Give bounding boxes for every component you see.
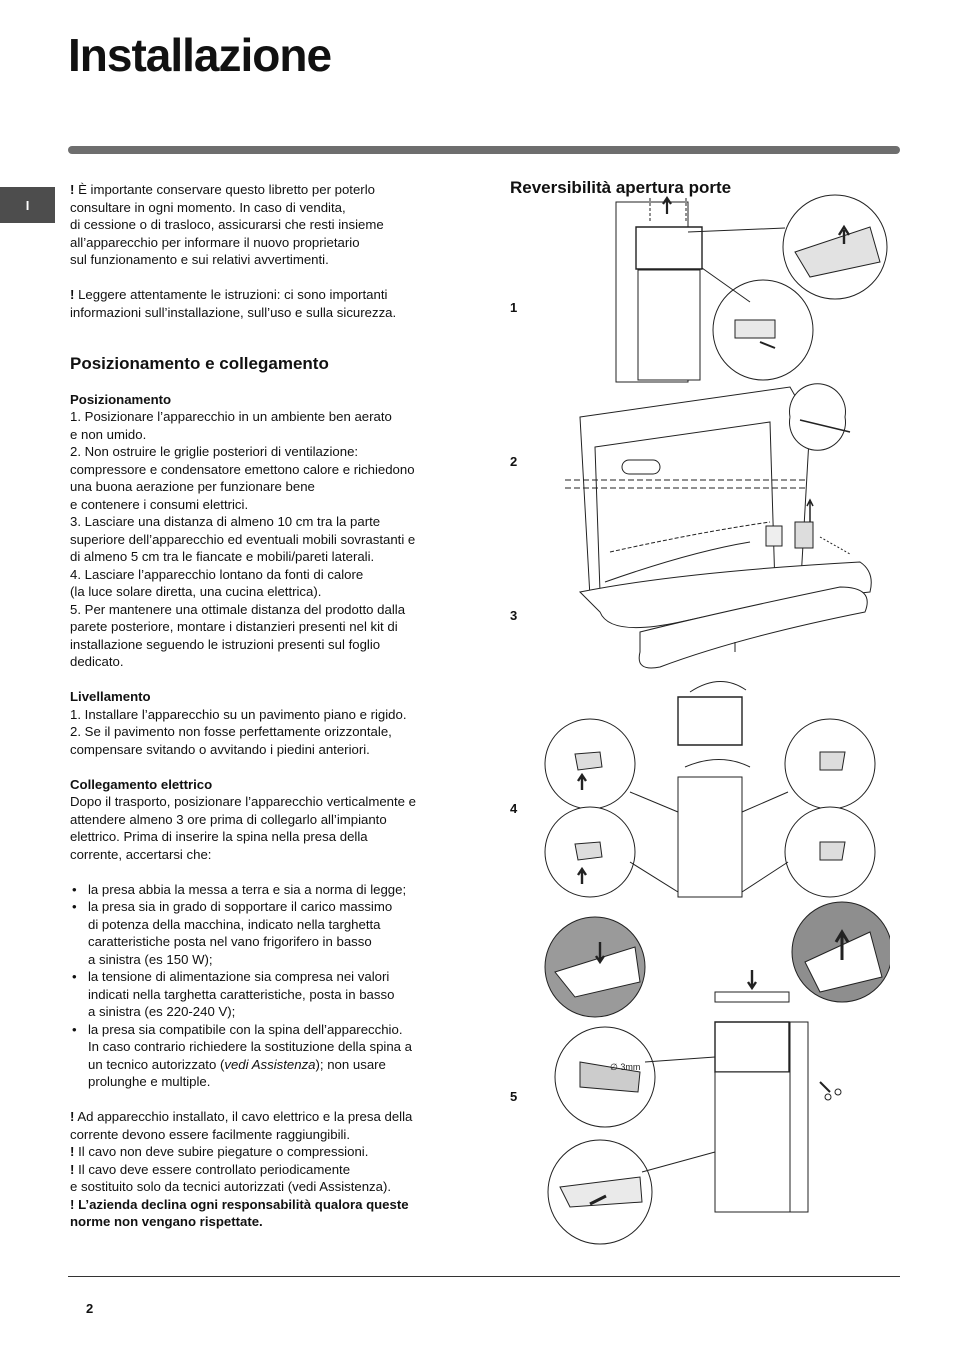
text-line: e sostituito solo da tecnici autorizzati (vedi Assistenza).: [70, 1179, 392, 1194]
warning-4: [70, 1196, 470, 1231]
warning-mark: !: [70, 1196, 75, 1212]
text-line: la presa abbia la messa a terra e sia a norma di legge;: [88, 881, 407, 897]
warning-mark: !: [70, 182, 75, 197]
text-line: elettrico. Prima di inserire la spina nella presa della: [70, 829, 368, 844]
posizionamento-text: [70, 408, 470, 671]
warning-mark: !: [70, 1109, 75, 1124]
step-number-5: 5: [510, 1089, 518, 1104]
text-line: Leggere attentamente le istruzioni: ci sono importanti: [78, 287, 388, 302]
text-line: È importante conservare questo libretto per poterlo: [78, 182, 375, 197]
list-item: [70, 881, 470, 899]
text-line: la tensione di alimentazione sia compresa nei valori: [88, 969, 390, 984]
list-item: [70, 898, 470, 968]
page-number: 2: [86, 1301, 94, 1316]
text-line: la presa sia in grado di sopportare il carico massimo: [88, 899, 393, 914]
step-2-3-diagram: [565, 384, 871, 668]
warning-3: [70, 1161, 470, 1196]
text-line: di almeno 5 cm tra le fiancate e mobili/pareti laterali.: [70, 549, 375, 564]
text-line: a sinistra (es 150 W);: [88, 951, 213, 967]
step-4-diagram: [545, 681, 875, 897]
list-item: [70, 1021, 470, 1091]
text-line: all’apparecchio per informare il nuovo proprietario: [70, 234, 360, 250]
text-line: compensare svitando o avvitando i piedini anteriori.: [70, 741, 370, 757]
text-line: (la luce solare diretta, una cucina elettrica).: [70, 584, 322, 599]
text-fragment: ); non usare: [315, 1056, 386, 1072]
intro-paragraph-2: [70, 286, 470, 321]
step-number-1: 1: [510, 300, 518, 315]
subheading-livellamento: Livellamento: [70, 689, 151, 704]
text-line: consultare in ogni momento. In caso di vendita,: [70, 199, 346, 215]
requirements-list: [70, 881, 470, 1091]
text-line: corrente devono essere facilmente raggiungibili.: [70, 1126, 351, 1142]
step-1-diagram: [616, 195, 887, 382]
text-line: una buona aerazione per funzionare bene: [70, 479, 315, 494]
text-line: norme non vengano rispettate.: [70, 1214, 263, 1229]
header-rule: [68, 146, 900, 154]
warning-2: [70, 1143, 470, 1161]
page-title: Installazione: [68, 29, 332, 81]
assistance-reference: vedi Assistenza: [224, 1056, 316, 1072]
text-line: Dopo il trasporto, posizionare l’apparecchio verticalmente e: [70, 794, 416, 809]
text-line: 1. Installare l’apparecchio su un pavimento piano e rigido.: [70, 706, 407, 722]
subheading-posizionamento: Posizionamento: [70, 391, 172, 407]
text-line: parete posteriore, montare i distanzieri presenti nel kit di: [70, 619, 398, 634]
warning-mark: !: [70, 287, 75, 302]
text-line: Il cavo non deve subire piegature o compressioni.: [78, 1144, 369, 1159]
text-line: 1. Posizionare l’apparecchio in un ambiente ben aerato: [70, 409, 392, 424]
warning-mark: !: [70, 1161, 75, 1177]
step-5-diagram: [545, 902, 890, 1244]
text-fragment: un tecnico autorizzato (: [88, 1056, 225, 1072]
text-line: 2. Non ostruire le griglie posteriori di ventilazione:: [70, 444, 359, 459]
text-line: 3. Lasciare una distanza di almeno 10 cm tra la parte: [70, 514, 381, 529]
text-line: caratteristiche posta nel vano frigorifero in basso: [88, 934, 372, 949]
section-heading-positioning: Posizionamento e collegamento: [70, 354, 329, 373]
door-reversal-heading: Reversibilità apertura porte: [510, 178, 732, 197]
subheading-collegamento: Collegamento elettrico: [70, 776, 213, 792]
text-line: e contenere i consumi elettrici.: [70, 496, 249, 512]
text-line: dedicato.: [70, 654, 124, 669]
text-line: informazioni sull’installazione, sull’uso e sulla sicurezza.: [70, 304, 397, 320]
collegamento-text: [70, 793, 470, 863]
left-column: [70, 181, 470, 1231]
warning-1: [70, 1108, 470, 1143]
intro-paragraph-1: [70, 181, 470, 269]
drill-size-label: ∅ 3mm: [610, 1062, 641, 1072]
text-line: L’azienda declina ogni responsabilità qualora queste: [78, 1196, 409, 1212]
step-number-2: 2: [510, 454, 518, 469]
text-line: la presa sia compatibile con la spina dell’apparecchio.: [88, 1021, 403, 1037]
text-line: indicati nella targhetta caratteristiche, posta in basso: [88, 986, 395, 1002]
text-line: prolunghe e multiple.: [88, 1074, 211, 1089]
text-line: a sinistra (es 220-240 V);: [88, 1004, 236, 1019]
step-number-3: 3: [510, 608, 518, 623]
text-line: corrente, accertarsi che:: [70, 846, 212, 862]
text-line: di potenza della macchina, indicato nella targhetta: [88, 916, 381, 932]
livellamento-text: [70, 706, 470, 759]
text-line: di cessione o di trasloco, assicurarsi che resti insieme: [70, 217, 384, 232]
list-item: [70, 968, 470, 1021]
text-line: Il cavo deve essere controllato periodicamente: [78, 1161, 351, 1177]
text-line: sul funzionamento e sui relativi avvertimenti.: [70, 252, 329, 267]
text-line: In caso contrario richiedere la sostituzione della spina a: [88, 1039, 413, 1054]
text-line: attendere almeno 3 ore prima di collegarlo all’impianto: [70, 811, 387, 827]
warning-mark: !: [70, 1144, 75, 1159]
text-line: e non umido.: [70, 426, 147, 442]
arrow-down-icon: [748, 970, 756, 988]
text-line: 2. Se il pavimento non fosse perfettamente orizzontale,: [70, 724, 392, 739]
door-reversal-illustration: [520, 192, 890, 1252]
footer-rule: [68, 1276, 900, 1277]
text-line: 4. Lasciare l’apparecchio lontano da fonti di calore: [70, 566, 364, 582]
text-line: superiore dell’apparecchio ed eventuali mobili sovrastanti e: [70, 531, 416, 547]
text-line: 5. Per mantenere una ottimale distanza del prodotto dalla: [70, 601, 406, 617]
text-line: compressore e condensatore emettono calore e richiedono: [70, 461, 415, 477]
text-line: installazione seguendo le istruzioni presenti sul foglio: [70, 636, 381, 652]
language-tab: I: [0, 187, 55, 223]
step-number-4: 4: [510, 801, 518, 816]
text-line: Ad apparecchio installato, il cavo elettrico e la presa della: [77, 1109, 413, 1124]
